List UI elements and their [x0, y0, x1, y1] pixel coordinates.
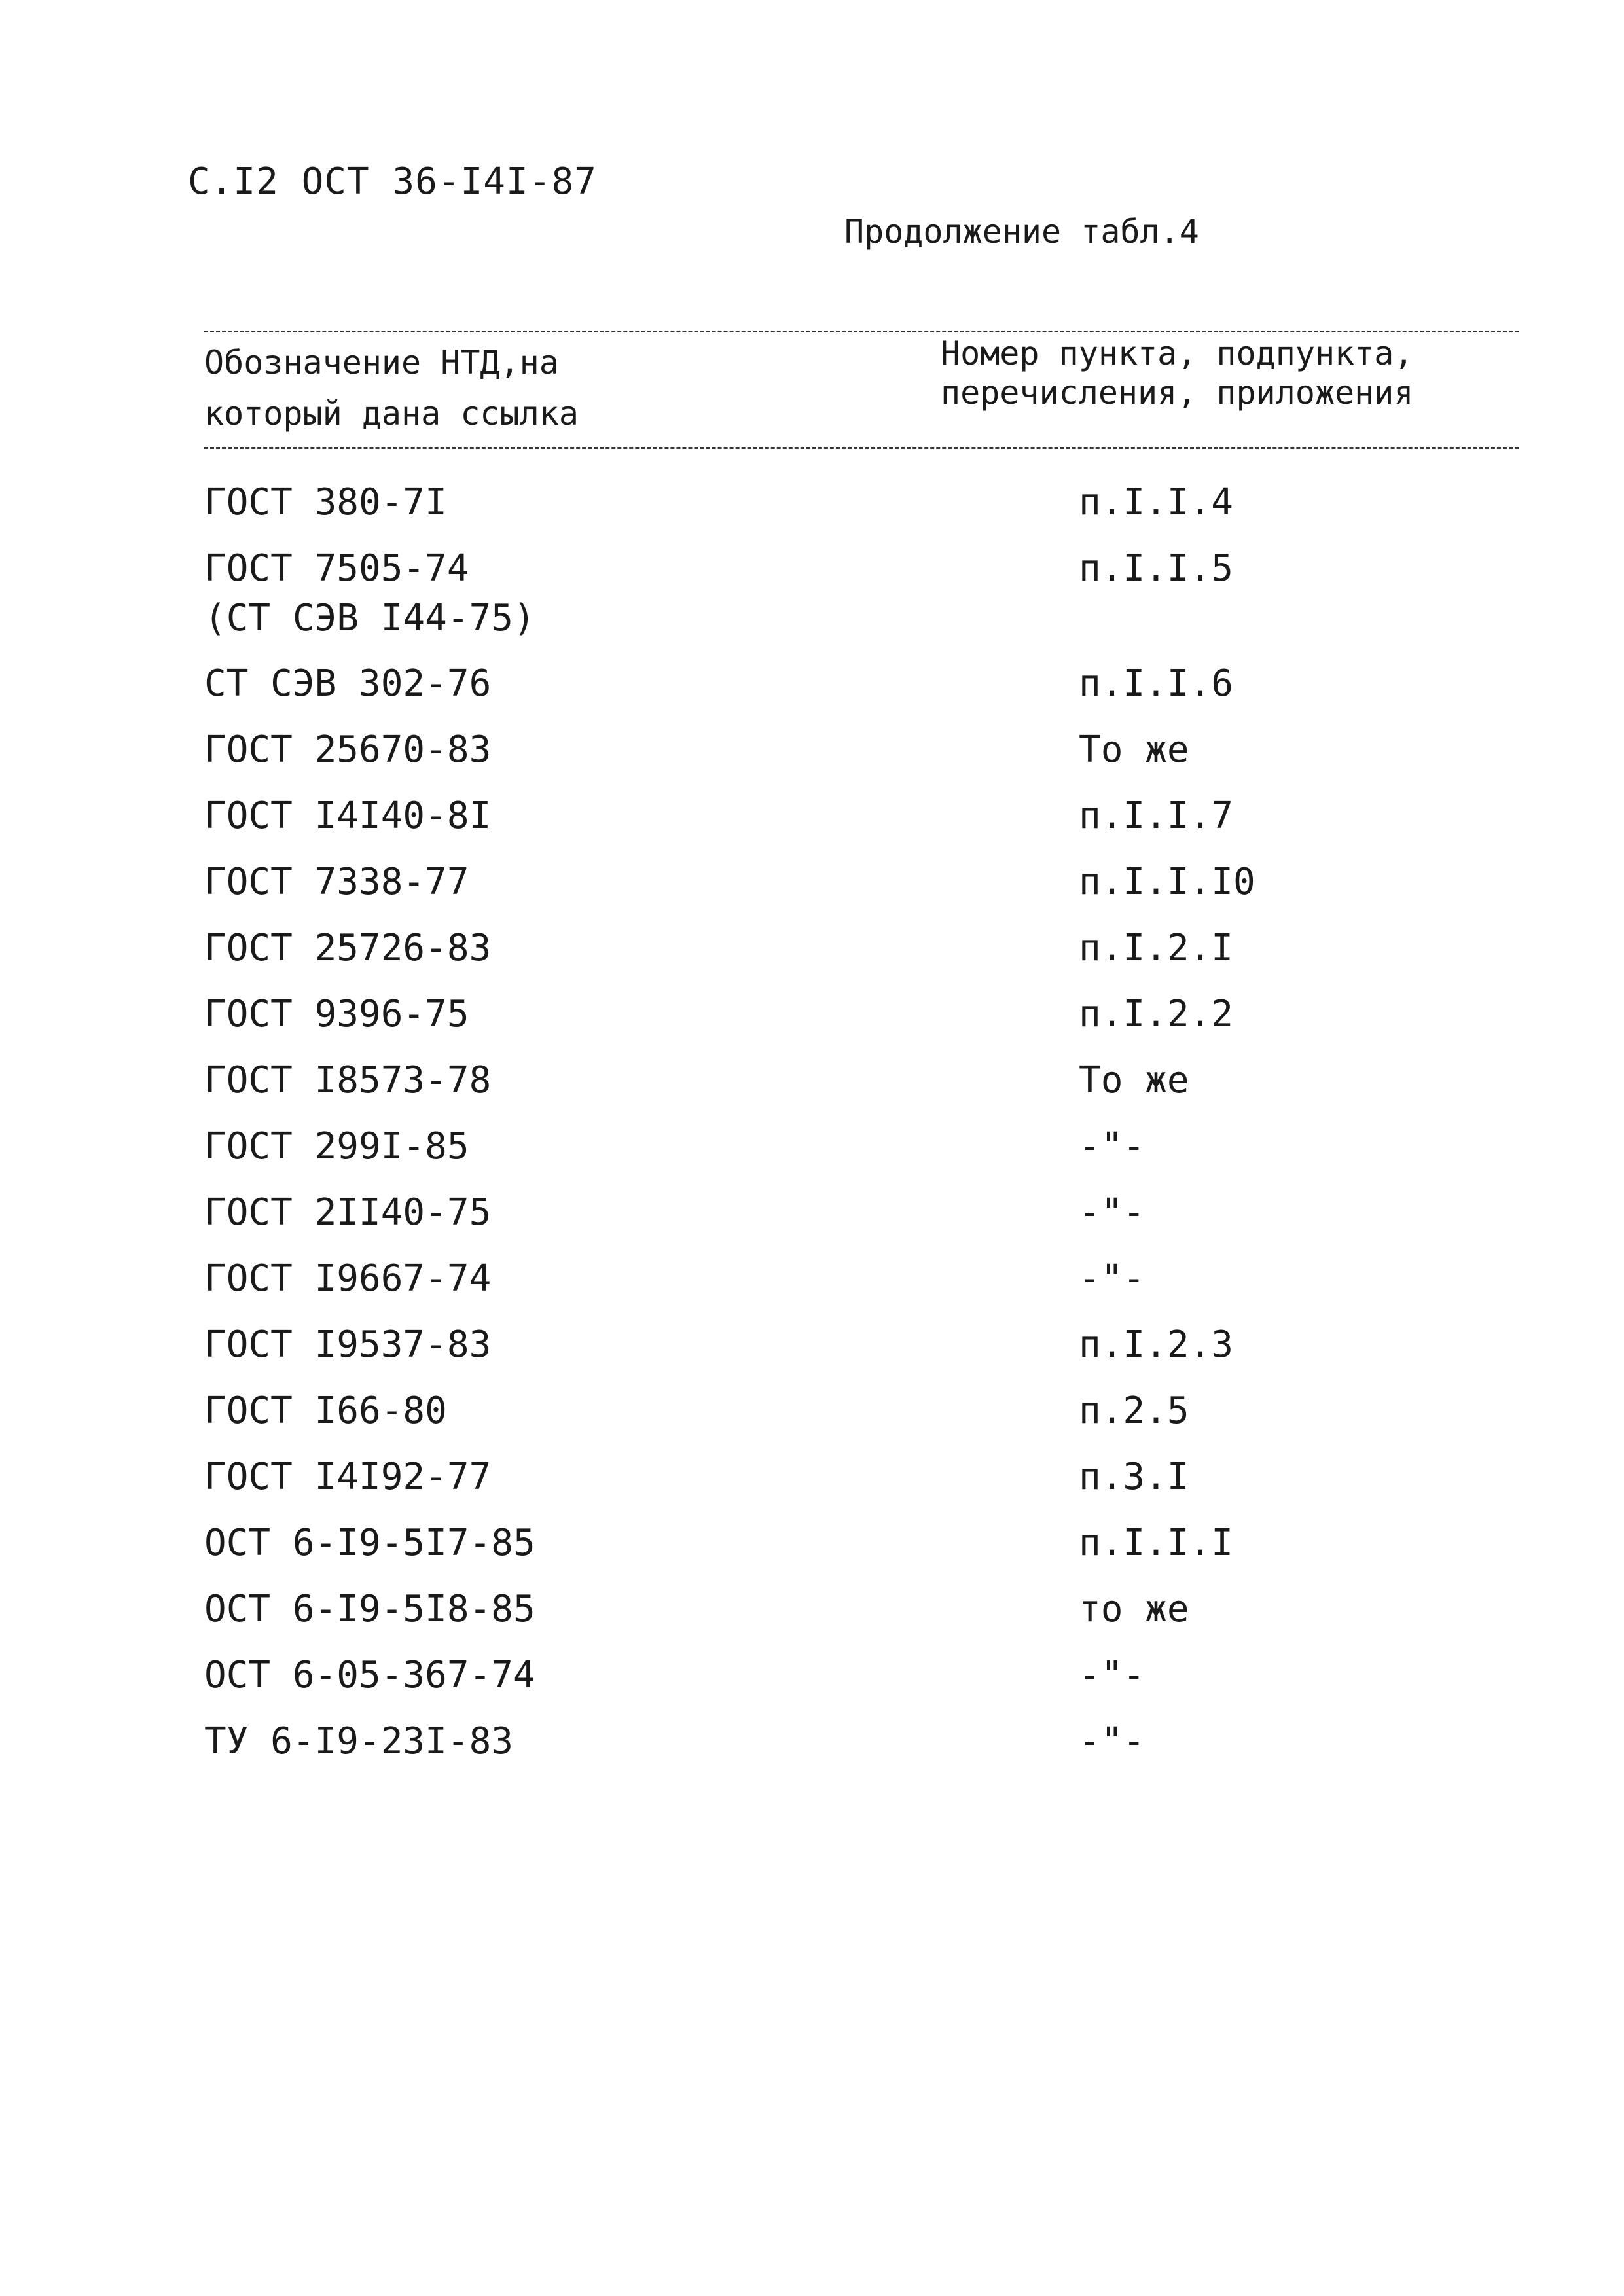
clause-cell: -"- — [1079, 1257, 1146, 1300]
reference-cell: ГОСТ 25670-83 — [204, 728, 492, 771]
clause-cell: -"- — [1079, 1125, 1146, 1168]
column-header-reference: Обозначение НТД,на который дана ссылка — [204, 344, 579, 433]
table-row — [0, 1122, 1624, 1188]
table-row — [0, 1518, 1624, 1585]
table-row — [0, 924, 1624, 990]
clause-cell: п.I.2.3 — [1079, 1323, 1234, 1366]
reference-cell: СТ СЭВ 302-76 — [204, 662, 492, 705]
clause-cell: то же — [1079, 1588, 1189, 1630]
table-top-rule — [204, 331, 1519, 332]
clause-cell: п.I.I.5 — [1079, 547, 1234, 590]
clause-cell: -"- — [1079, 1191, 1146, 1234]
reference-cell: ГОСТ 2II40-75 — [204, 1191, 492, 1234]
reference-cell: ГОСТ I4I40-8I — [204, 795, 492, 837]
column-header-clause: Номер пункта, подпункта, перечисления, приложения — [941, 334, 1414, 412]
table-row — [0, 725, 1624, 791]
reference-cell: ГОСТ 25726-83 — [204, 927, 492, 969]
clause-cell: п.2.5 — [1079, 1390, 1189, 1432]
reference-cell: ГОСТ 380-7I — [204, 481, 447, 524]
clause-cell: То же — [1079, 728, 1189, 771]
reference-cell: ГОСТ 299I-85 — [204, 1125, 469, 1168]
reference-cell: ОСТ 6-05-367-74 — [204, 1654, 535, 1696]
table-row — [0, 1386, 1624, 1452]
page-header: С.I2 ОСТ 36-I4I-87 — [188, 160, 597, 203]
reference-cell: ГОСТ I9667-74 — [204, 1257, 492, 1300]
clause-cell: п.I.I.4 — [1079, 481, 1234, 524]
clause-cell: п.I.I.7 — [1079, 795, 1234, 837]
reference-cell: ГОСТ I9537-83 — [204, 1323, 492, 1366]
table-row — [0, 1452, 1624, 1518]
clause-cell: -"- — [1079, 1720, 1146, 1763]
clause-cell: п.I.I.I — [1079, 1522, 1234, 1564]
table-row — [0, 1651, 1624, 1717]
clause-cell: То же — [1079, 1059, 1189, 1102]
table-row — [0, 544, 1624, 659]
table-row — [0, 857, 1624, 924]
reference-cell: ГОСТ 9396-75 — [204, 993, 469, 1035]
table-row — [0, 659, 1624, 725]
clause-cell: п.I.2.2 — [1079, 993, 1234, 1035]
reference-cell: ГОСТ I8573-78 — [204, 1059, 492, 1102]
reference-table-body — [0, 478, 1624, 1783]
table-row — [0, 478, 1624, 544]
reference-cell: ГОСТ I66-80 — [204, 1390, 447, 1432]
reference-cell: ГОСТ 7505-74 (СТ СЭВ I44-75) — [204, 547, 535, 639]
table-row — [0, 990, 1624, 1056]
reference-cell: ОСТ 6-I9-5I8-85 — [204, 1588, 535, 1630]
table-caption: Продолжение табл.4 — [844, 213, 1199, 251]
table-row — [0, 1056, 1624, 1122]
table-row — [0, 791, 1624, 857]
table-row — [0, 1188, 1624, 1254]
table-row — [0, 1585, 1624, 1651]
reference-cell: ТУ 6-I9-23I-83 — [204, 1720, 514, 1763]
table-row — [0, 1717, 1624, 1783]
table-header-rule — [204, 447, 1519, 449]
clause-cell: п.I.I.I0 — [1079, 861, 1255, 903]
clause-cell: п.I.I.6 — [1079, 662, 1234, 705]
table-row — [0, 1254, 1624, 1320]
clause-cell: п.3.I — [1079, 1456, 1189, 1498]
clause-cell: п.I.2.I — [1079, 927, 1234, 969]
reference-cell: ГОСТ I4I92-77 — [204, 1456, 492, 1498]
reference-cell: ОСТ 6-I9-5I7-85 — [204, 1522, 535, 1564]
table-row — [0, 1320, 1624, 1386]
reference-cell: ГОСТ 7338-77 — [204, 861, 469, 903]
clause-cell: -"- — [1079, 1654, 1146, 1696]
